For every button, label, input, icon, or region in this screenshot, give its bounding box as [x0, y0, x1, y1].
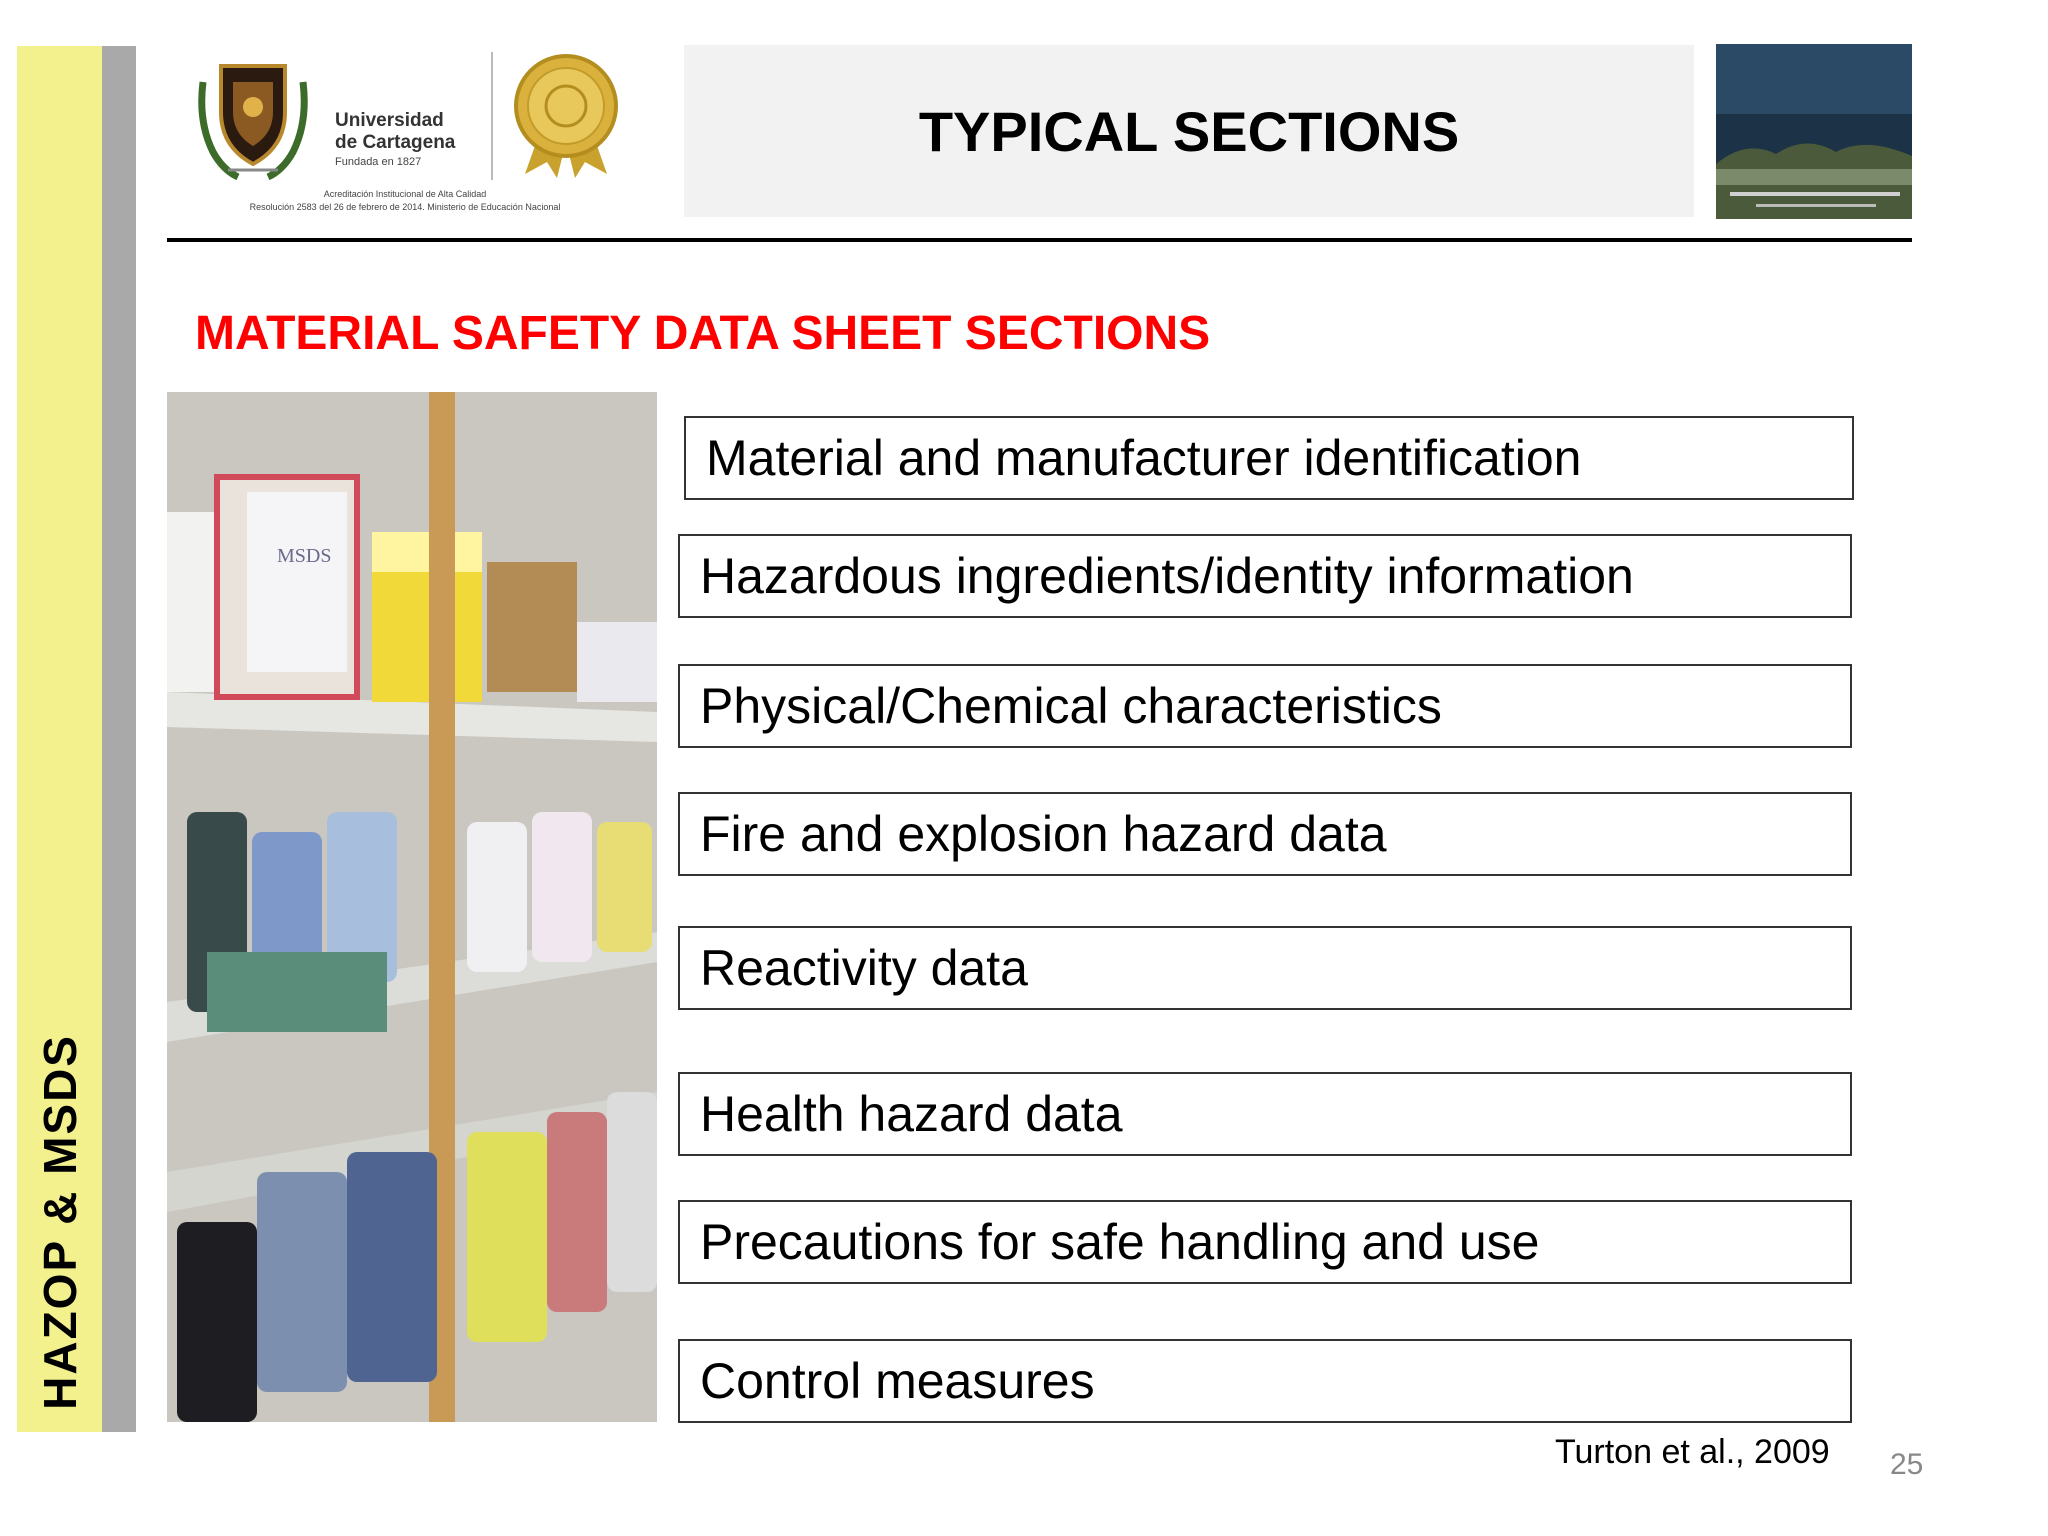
title-box	[684, 45, 1694, 217]
section-item: Precautions for safe handling and use	[678, 1200, 1852, 1284]
side-label: HAZOP & MSDS	[33, 1034, 86, 1410]
header-divider	[167, 238, 1912, 242]
university-logo	[185, 48, 625, 223]
citation: Turton et al., 2009	[1555, 1433, 1830, 1471]
university-crest-icon	[193, 52, 313, 182]
accreditation-seal-icon	[507, 50, 625, 178]
section-subtitle: MATERIAL SAFETY DATA SHEET SECTIONS	[195, 307, 1211, 360]
section-item: Control measures	[678, 1339, 1852, 1423]
side-band-gray	[102, 46, 136, 1432]
book-cover-image	[1716, 44, 1912, 219]
page-title: TYPICAL SECTIONS	[918, 99, 1460, 163]
university-founded: Fundada en 1827	[335, 156, 422, 168]
logo-divider	[491, 52, 493, 180]
section-item: Fire and explosion hazard data	[678, 792, 1852, 876]
photo-msds-label: MSDS	[277, 545, 332, 567]
section-item: Reactivity data	[678, 926, 1852, 1010]
university-name: Universidad de Cartagena	[335, 110, 456, 153]
accreditation-text: Acreditación Institucional de Alta Calidad Resolución 2583 del 26 de febrero de 2014. Ministerio de Educación Nacional	[249, 189, 561, 212]
page-number: 25	[1890, 1448, 1924, 1481]
section-item: Health hazard data	[678, 1072, 1852, 1156]
section-item: Material and manufacturer identification	[684, 416, 1854, 500]
side-label-container	[17, 46, 102, 1432]
section-item: Physical/Chemical characteristics	[678, 664, 1852, 748]
msds-shelf-photo	[167, 392, 657, 1422]
section-item: Hazardous ingredients/identity information	[678, 534, 1852, 618]
